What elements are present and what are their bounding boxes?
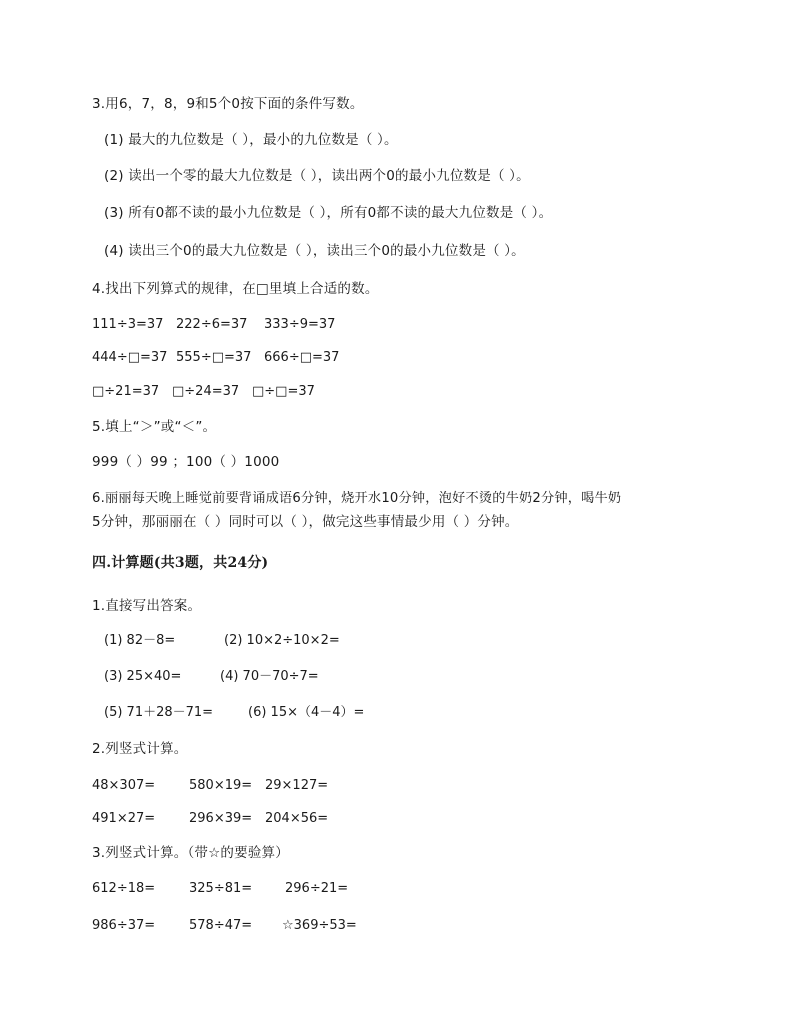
q6-line-1: 6.丽丽每天晚上睡觉前要背诵成语6分钟，烧开水10分钟，泡好不烫的牛奶2分钟，喝牛奶 <box>92 491 622 506</box>
q4-expr: 555÷□=37 <box>176 350 252 365</box>
s4-q2-expr: 204×56= <box>265 811 329 826</box>
s4-q3-expr: 325÷81= <box>189 881 253 896</box>
s4-q1-expr: (2) 10×2÷10×2= <box>224 633 340 648</box>
q4-expr: 111÷3=37 <box>92 317 164 332</box>
q4-title: 4.找出下列算式的规律，在□里填上合适的数。 <box>92 281 379 297</box>
s4-q3-expr: 612÷18= <box>92 881 156 896</box>
s4-q2-expr: 48×307= <box>92 778 156 793</box>
s4-q1-expr: (1) 82－8= <box>104 633 176 648</box>
q6-line-2: 5分钟，那丽丽在（ ）同时可以（ ），做完这些事情最少用（ ）分钟。 <box>92 514 519 530</box>
s4-q1-title: 1.直接写出答案。 <box>92 598 202 614</box>
s4-q2-expr: 491×27= <box>92 811 156 826</box>
q3-title: 3.用6，7，8，9和5个0按下面的条件写数。 <box>92 96 364 112</box>
q4-expr: □÷□=37 <box>252 384 315 399</box>
q3-item-2: (2) 读出一个零的最大九位数是（ ），读出两个0的最小九位数是（ ）。 <box>104 168 530 184</box>
s4-q2-expr: 29×127= <box>265 778 329 793</box>
s4-q3-title: 3.列竖式计算。（带☆的要验算） <box>92 845 289 861</box>
s4-q2-expr: 580×19= <box>189 778 253 793</box>
s4-q1-expr: (6) 15×（4－4）= <box>248 705 365 720</box>
s4-q2-title: 2.列竖式计算。 <box>92 741 188 757</box>
s4-q1-expr: (3) 25×40= <box>104 669 182 684</box>
q4-expr: 222÷6=37 <box>176 317 248 332</box>
q4-expr: □÷21=37 <box>92 384 160 399</box>
s4-q2-expr: 296×39= <box>189 811 253 826</box>
q3-item-3: (3) 所有0都不读的最小九位数是（ ），所有0都不读的最大九位数是（ ）。 <box>104 205 553 221</box>
q4-expr: 333÷9=37 <box>264 317 336 332</box>
q3-item-4: (4) 读出三个0的最大九位数是（ ），读出三个0的最小九位数是（ ）。 <box>104 243 525 259</box>
q4-expr: □÷24=37 <box>172 384 240 399</box>
s4-q1-expr: (5) 71＋28－71= <box>104 705 214 720</box>
q4-expr: 444÷□=37 <box>92 350 168 365</box>
q3-item-1: (1) 最大的九位数是（ ），最小的九位数是（ ）。 <box>104 132 398 148</box>
q5-line: 999（ ）99 ；100（ ）1000 <box>92 454 280 470</box>
s4-q3-expr: ☆369÷53= <box>282 918 357 933</box>
s4-q3-expr: 986÷37= <box>92 918 156 933</box>
q5-title: 5.填上“＞”或“＜”。 <box>92 419 217 435</box>
s4-q3-expr: 578÷47= <box>189 918 253 933</box>
q4-expr: 666÷□=37 <box>264 350 340 365</box>
section4-heading: 四.计算题(共3题，共24分) <box>92 555 269 571</box>
s4-q1-expr: (4) 70－70÷7= <box>220 669 319 684</box>
s4-q3-expr: 296÷21= <box>285 881 349 896</box>
